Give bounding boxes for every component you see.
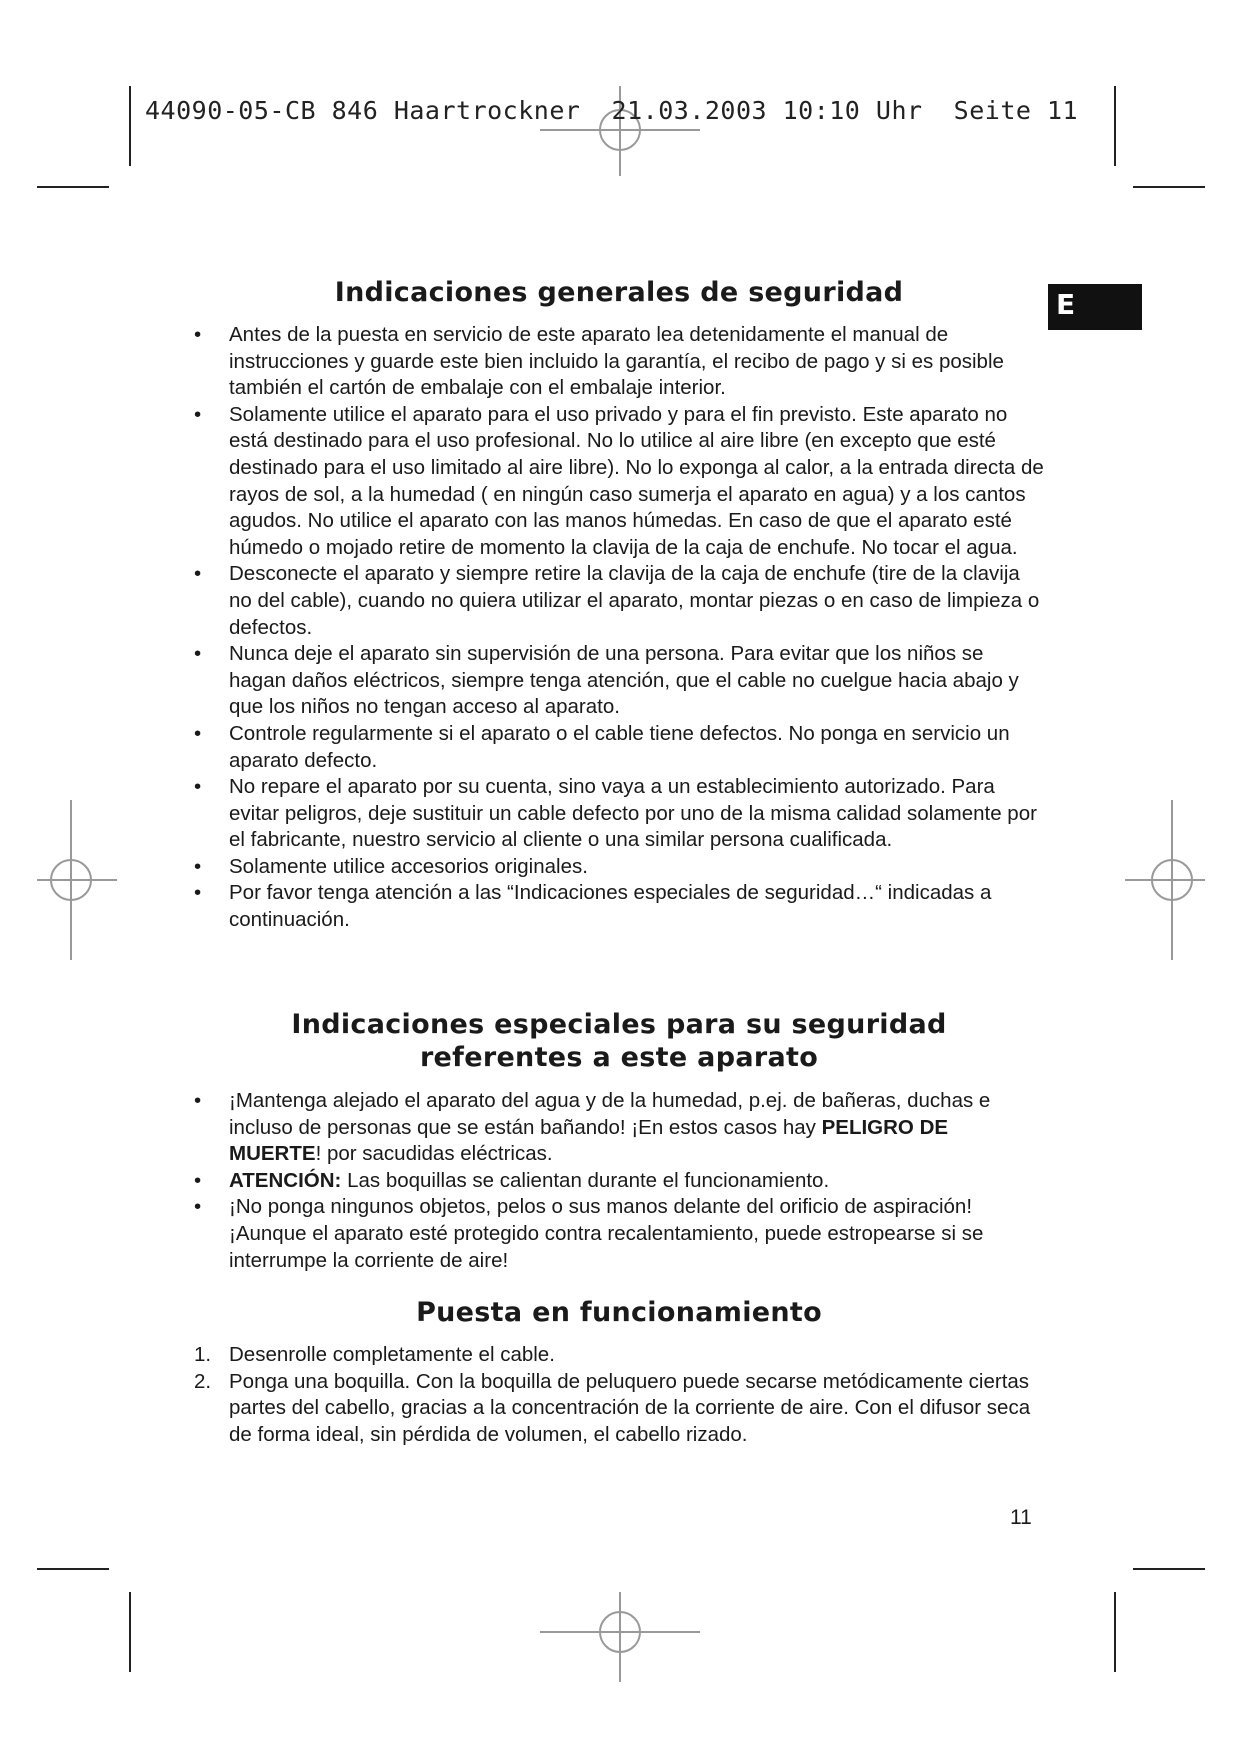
section-title: Indicaciones generales de seguridad	[334, 277, 904, 308]
list-item: • Controle regularmente si el aparato o el cable tiene defectos. No ponga en servicio un aparato defecto.	[194, 721, 1010, 772]
section-title: Indicaciones especiales para su seguridad referentes a este aparato	[291, 1009, 947, 1073]
danger-warning: PELIGRO DE MUERTE	[229, 1115, 949, 1166]
registration-mark-icon	[37, 800, 117, 960]
attention-label: ATENCIÓN:	[229, 1168, 342, 1192]
step-number: 1.	[194, 1343, 212, 1366]
crop-mark	[129, 86, 131, 166]
list-item: 2. Ponga una boquilla. Con la boquilla de peluquero puede secarse metódicamente ciertas partes del cabello, gracias a la concentración de la corriente de aire. Con el difusor seca de forma ideal, sin pérdida de volumen, el cabello rizado.	[194, 1369, 1031, 1446]
crop-mark	[1114, 86, 1116, 166]
list-item: • ¡No ponga ningunos objetos, pelos o sus manos delante del orificio de aspiración! ¡Aunque el aparato esté protegido contra recalentamiento, puede estropearse si se interrumpe la corriente de aire!	[194, 1195, 984, 1272]
page-number: 11	[1010, 1506, 1032, 1529]
startup-section	[194, 1296, 1044, 1448]
list-item: • Nunca deje el aparato sin supervisión de una persona. Para evitar que los niños se hagan daños eléctricos, siempre tenga atención, que el cable no cuelgue hacia abajo y que los niños no tengan acceso al aparato.	[194, 642, 1019, 719]
list-item: • Solamente utilice el aparato para el uso privado y para el fin previsto. Este aparato no está destinado para el uso profesional. No lo utilice al aire libre (en excepto que esté destinado para el uso limitado al aire libre). No lo exponga al calor, a la entrada directa de rayos de sol, a la humedad ( en ningún caso sumerja el aparato en agua) y a los cantos agudos. No utilice el aparato con las manos húmedas. En caso de que el aparato esté húmedo o mojado retire de momento la clavija de la caja de enchufe. No tocar el agua.	[194, 402, 1044, 559]
special-safety-list	[194, 1088, 1044, 1274]
general-safety-section	[194, 276, 1044, 934]
general-safety-list	[194, 322, 1044, 934]
bullet: •	[194, 642, 202, 666]
registration-mark-icon	[540, 1592, 700, 1682]
language-tab: E	[1048, 284, 1142, 330]
crop-mark	[129, 1592, 131, 1672]
list-item: • ¡Mantenga alejado el aparato del agua y de la humedad, p.ej. de bañeras, duchas e incluso de personas que se están bañando! ¡En estos casos hay PELIGRO DE MUERTE! por sacudidas eléctricas.	[194, 1089, 991, 1166]
crop-mark	[37, 1568, 109, 1570]
startup-steps	[194, 1342, 1044, 1448]
bullet: •	[194, 1168, 202, 1192]
crop-mark	[37, 186, 109, 188]
print-slug: 44090-05-CB 846 Haartrockner 21.03.2003 10:10 Uhr Seite 11	[145, 96, 1079, 125]
bullet: •	[194, 881, 202, 905]
bullet: •	[194, 562, 202, 586]
bullet: •	[194, 323, 202, 346]
list-item: • ATENCIÓN: Las boquillas se calientan durante el funcionamiento.	[194, 1168, 1044, 1195]
crop-mark	[1133, 1568, 1205, 1570]
crop-mark	[1133, 186, 1205, 188]
bullet: •	[194, 1195, 202, 1219]
special-safety-section	[194, 1008, 1044, 1274]
list-item: 1. Desenrolle completamente el cable.	[194, 1342, 1044, 1369]
bullet: •	[194, 721, 202, 745]
step-number: 2.	[194, 1369, 212, 1393]
bullet: •	[194, 854, 202, 878]
list-item: • Por favor tenga atención a las “Indicaciones especiales de seguridad…“ indicadas a continuación.	[194, 881, 992, 932]
section-title: Puesta en funcionamiento	[416, 1297, 822, 1328]
bullet: •	[194, 402, 202, 426]
registration-mark-icon	[1125, 800, 1205, 960]
bullet: •	[194, 775, 202, 799]
list-item: • Solamente utilice accesorios originales.	[194, 854, 1044, 881]
crop-mark	[1114, 1592, 1116, 1672]
list-item: • Desconecte el aparato y siempre retire la clavija de la caja de enchufe (tire de la clavija no del cable), cuando no quiera utilizar el aparato, montar piezas o en caso de limpieza o defectos.	[194, 562, 1040, 639]
list-item: • Antes de la puesta en servicio de este aparato lea detenidamente el manual de instrucciones y guarde este bien incluido la garantía, el recibo de pago y si es posible también el cartón de embalaje con el embalaje interior.	[194, 323, 1004, 400]
bullet: •	[194, 1089, 202, 1112]
list-item: • No repare el aparato por su cuenta, sino vaya a un establecimiento autorizado. Para evitar peligros, deje sustituir un cable defecto por uno de la misma calidad solamente por el fabricante, nuestro servicio al cliente o una similar persona cualificada.	[194, 775, 1037, 852]
